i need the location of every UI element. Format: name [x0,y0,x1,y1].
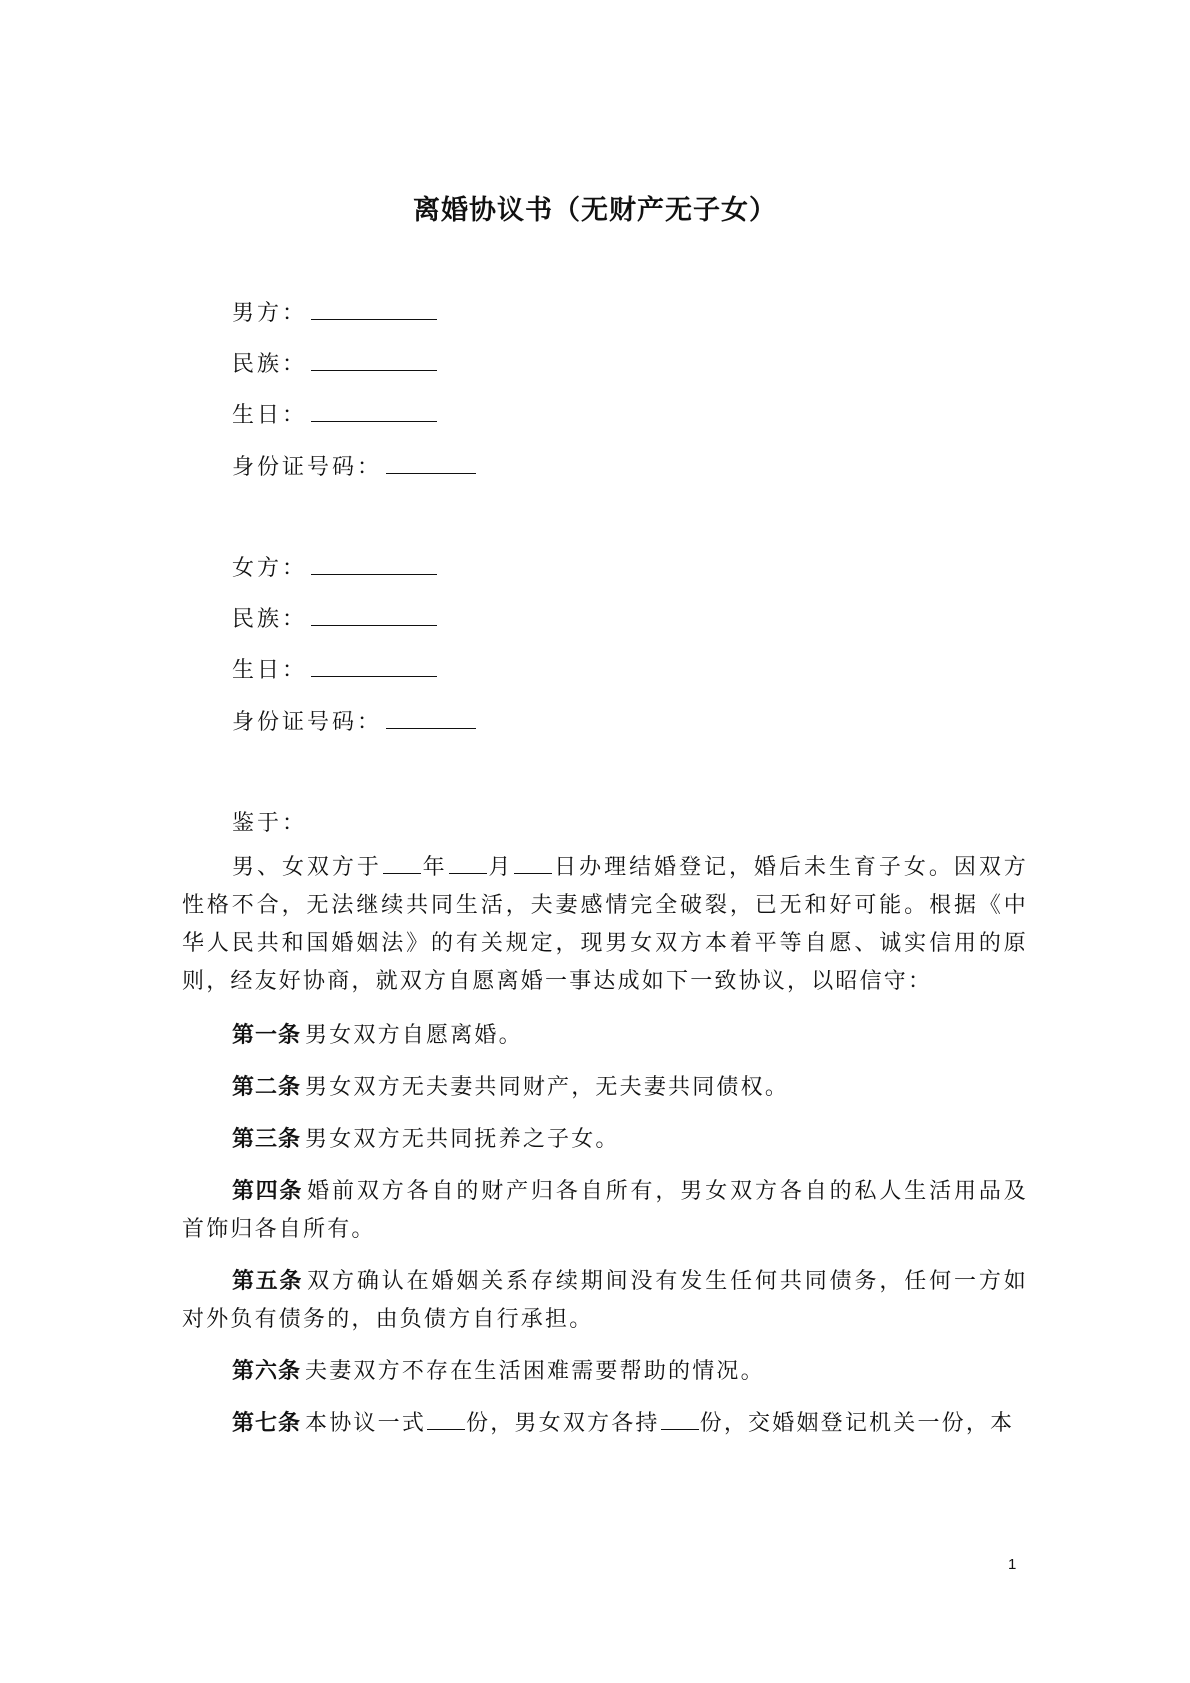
male-birthday-label: 生日： [232,403,308,428]
article-text: 双方确认在婚姻关系存续期间没有发生任何共同债务，任何一方如对外负有债务的，由负债方自行承担。 [182,1269,1028,1332]
female-birthday-blank[interactable] [311,658,437,677]
male-ethnicity-label: 民族： [232,352,308,377]
page-number: 1 [1008,1556,1017,1573]
document-title: 离婚协议书（无财产无子女） [413,195,777,226]
article-label: 第五条 [232,1268,304,1294]
preamble-paragraph [182,849,1028,1001]
month-blank[interactable] [449,855,487,874]
male-id-blank[interactable] [386,455,476,474]
female-ethnicity-label: 民族： [232,607,308,632]
article-text: 男女双方无共同抚养之子女。 [305,1127,620,1152]
male-birthday-field [232,398,437,429]
copies-total-blank[interactable] [427,1411,465,1430]
whereas-label: 鉴于： [232,811,308,836]
article-text: 男女双方无夫妻共同财产，无夫妻共同债权。 [305,1075,790,1100]
preamble-year: 年 [421,855,448,880]
article-7 [182,1404,1028,1443]
male-ethnicity-field [232,347,437,378]
article-label: 第三条 [232,1126,302,1152]
female-ethnicity-field [232,602,437,633]
female-birthday-field [232,653,437,684]
male-party-field [232,296,437,327]
female-id-field [232,705,476,736]
article-text: 夫妻双方不存在生活困难需要帮助的情况。 [305,1359,765,1384]
article7-part1: 本协议一式 [305,1411,427,1436]
article-2 [182,1068,1028,1107]
male-id-label: 身份证号码： [232,455,383,480]
article-label: 第一条 [232,1022,302,1048]
female-party-field [232,551,437,582]
female-birthday-label: 生日： [232,658,308,683]
article7-part3: 份，交婚姻登记机关一份，本 [699,1411,1015,1436]
article-label: 第二条 [232,1074,302,1100]
male-party-label: 男方： [232,301,308,326]
article-text: 男女双方自愿离婚。 [305,1023,523,1048]
preamble-part1: 男、女双方于 [232,855,382,880]
article-label: 第七条 [232,1410,302,1436]
male-party-blank[interactable] [311,301,437,320]
article7-part2: 份，男女双方各持 [466,1411,660,1436]
female-id-blank[interactable] [386,710,476,729]
female-party-blank[interactable] [311,556,437,575]
copies-each-blank[interactable] [661,1411,699,1430]
article-6 [182,1352,1028,1391]
male-id-field [232,450,476,481]
female-ethnicity-blank[interactable] [311,607,437,626]
article-label: 第四条 [232,1178,304,1204]
preamble-month: 月 [487,855,514,880]
preamble-part2: 日办理结婚登记，婚后未生育子女。因双方性格不合，无法继续共同生活，夫妻感情完全破裂，已无和好可能。根据《中华人民共和国婚姻法》的有关规定，现男女双方本着平等自愿、诚实信用的原则，经友好协商，就双方自愿离婚一事达成如下一致协议，以昭信守： [182,855,1029,994]
year-blank[interactable] [383,855,421,874]
article-4 [182,1172,1028,1249]
day-blank[interactable] [514,855,552,874]
article-label: 第六条 [232,1358,302,1384]
female-id-label: 身份证号码： [232,710,383,735]
male-birthday-blank[interactable] [311,403,437,422]
article-3 [182,1120,1028,1159]
male-ethnicity-blank[interactable] [311,352,437,371]
female-party-label: 女方： [232,556,308,581]
article-5 [182,1262,1028,1339]
article-1 [182,1016,1028,1055]
article-text: 婚前双方各自的财产归各自所有，男女双方各自的私人生活用品及首饰归各自所有。 [182,1179,1028,1242]
